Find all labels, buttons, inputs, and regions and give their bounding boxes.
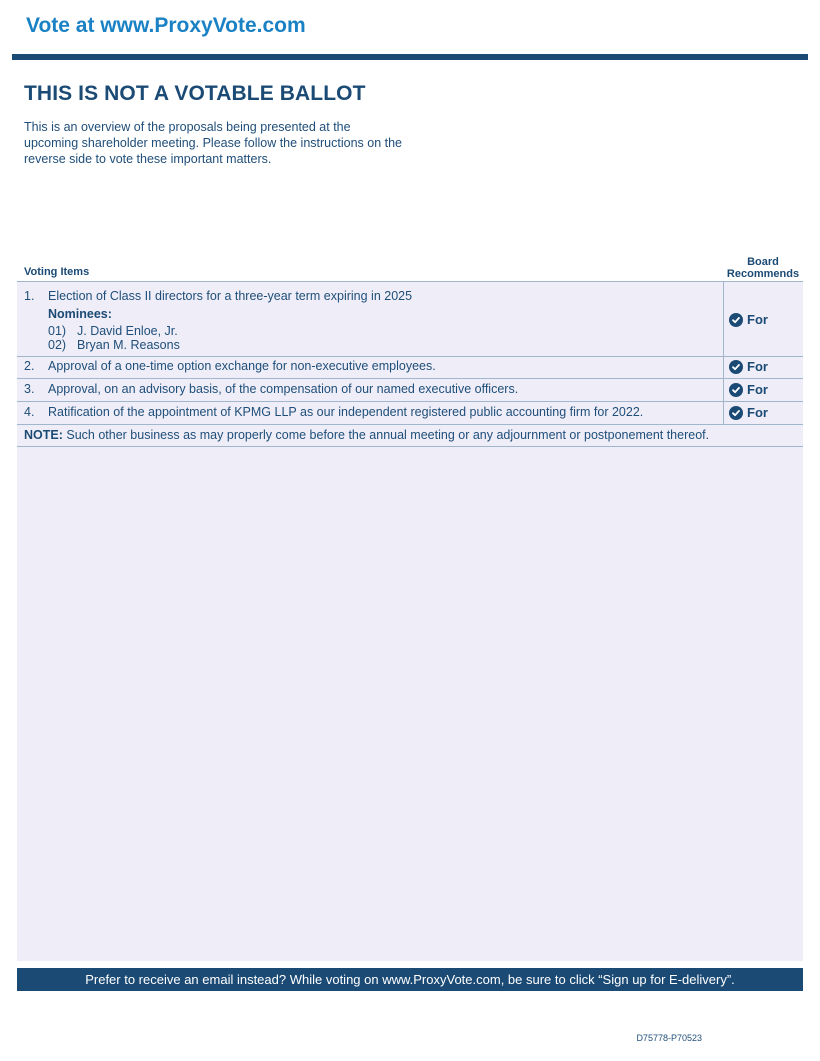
item-description: Approval of a one-time option exchange for non-executive employees. <box>48 359 436 373</box>
item-description: Election of Class II directors for a three-year term expiring in 2025 <box>48 289 413 303</box>
recommendation-value: For <box>747 312 768 327</box>
board-recommendation-3 <box>729 382 768 397</box>
recommendation-value: For <box>747 359 768 374</box>
board-recommendation-1 <box>729 312 768 327</box>
page-title: THIS IS NOT A VOTABLE BALLOT <box>24 82 366 105</box>
edelivery-banner <box>17 968 803 991</box>
check-circle-icon <box>729 360 743 374</box>
check-circle-icon <box>729 313 743 327</box>
note-row <box>17 425 803 447</box>
recommendation-value: For <box>747 405 768 420</box>
voting-item-row-1 <box>17 281 803 357</box>
board-label: Board <box>747 256 779 268</box>
voting-item-2-text <box>24 359 436 373</box>
note-body: Such other business as may properly come before the annual meeting or any adjournment or postponement thereof. <box>62 428 710 442</box>
intro-text: This is an overview of the proposals being presented at the upcoming shareholder meeting. Please follow the instructions on the reverse side to vote these important matters. <box>24 120 402 166</box>
item-description: Approval, on an advisory basis, of the compensation of our named executive officers. <box>48 382 519 396</box>
item-number: 4. <box>24 405 35 419</box>
nominee-index: 01) <box>48 324 67 338</box>
column-divider <box>723 282 724 356</box>
column-header-voting-items: Voting Items <box>24 266 90 278</box>
voting-item-4-text <box>24 405 643 419</box>
nominee-index: 02) <box>48 338 67 352</box>
note-label: NOTE: <box>24 428 63 442</box>
header-rule <box>12 54 808 60</box>
column-divider <box>723 402 724 424</box>
check-circle-icon <box>729 383 743 397</box>
proxyvote-link[interactable]: Vote at www.ProxyVote.com <box>26 14 306 37</box>
voting-item-row-2 <box>17 356 803 379</box>
document-code: D75778-P70523 <box>636 1033 702 1043</box>
check-circle-icon <box>729 406 743 420</box>
nominee-01 <box>48 324 178 338</box>
column-divider <box>723 379 724 401</box>
board-recommendation-4 <box>729 405 768 420</box>
item-number: 1. <box>24 289 35 303</box>
nominees-label: Nominees: <box>48 307 112 321</box>
recommends-label: Recommends <box>726 268 800 280</box>
nominee-02 <box>48 338 180 352</box>
board-recommendation-2 <box>729 359 768 374</box>
voting-item-1-text <box>24 289 412 303</box>
item-number: 3. <box>24 382 35 396</box>
column-header-board-recommends <box>722 256 804 280</box>
voting-item-row-3 <box>17 379 803 402</box>
edelivery-text: Prefer to receive an email instead? While voting on www.ProxyVote.com, be sure to click “Sign up for E-delivery”. <box>85 972 735 987</box>
recommendation-value: For <box>747 382 768 397</box>
nominee-name: J. David Enloe, Jr. <box>77 324 178 338</box>
voting-item-3-text <box>24 382 518 396</box>
item-number: 2. <box>24 359 35 373</box>
voting-item-row-4 <box>17 402 803 425</box>
item-description: Ratification of the appointment of KPMG LLP as our independent registered public accounting firm for 2022. <box>48 405 644 419</box>
nominee-name: Bryan M. Reasons <box>77 338 180 352</box>
note-text <box>24 428 709 442</box>
column-divider <box>723 356 724 378</box>
